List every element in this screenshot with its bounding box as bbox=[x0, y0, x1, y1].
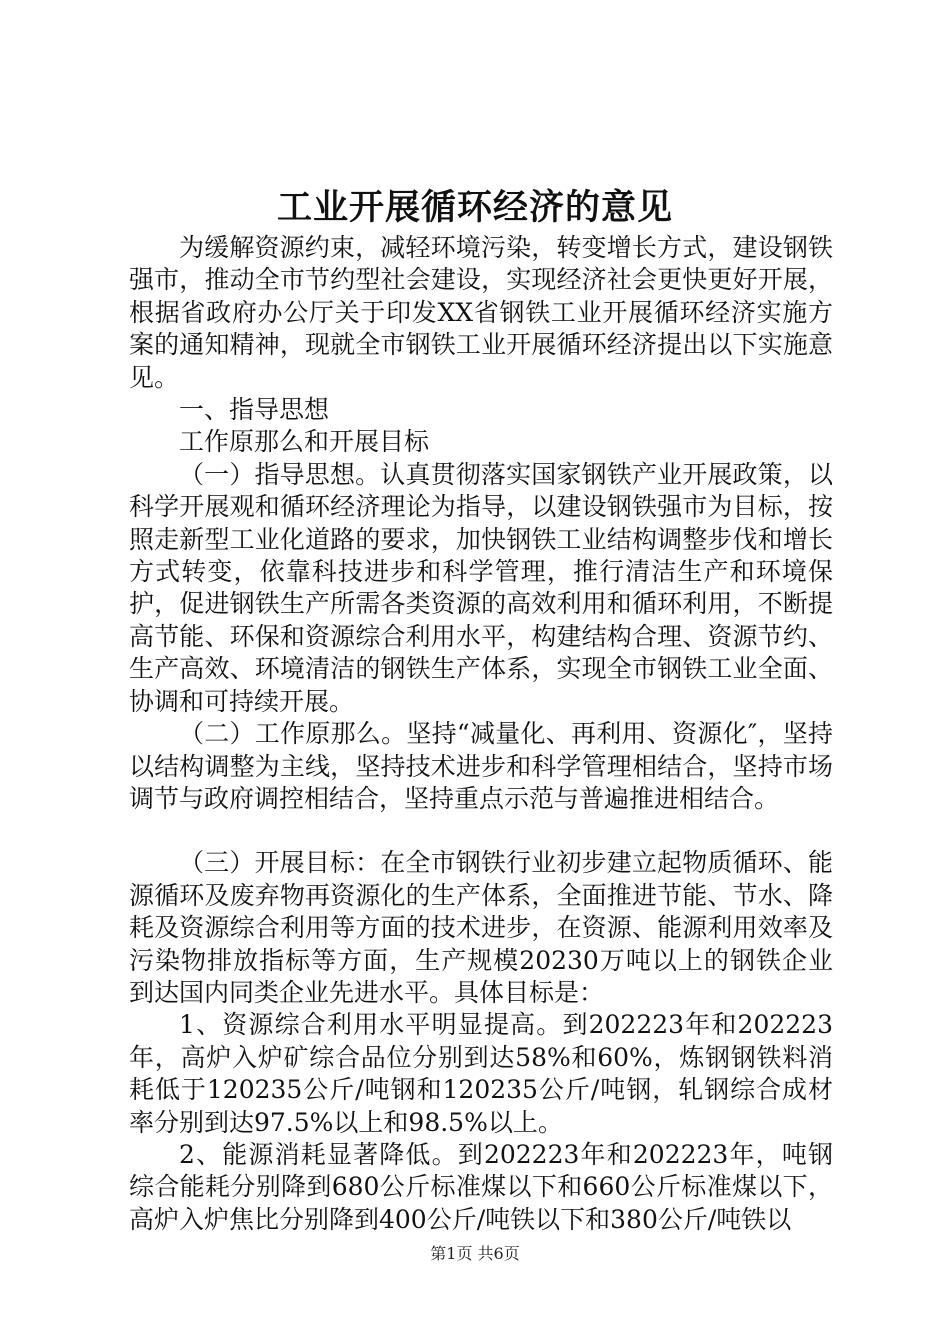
heading-principles-goals: 工作原那么和开展目标 bbox=[179, 427, 430, 457]
page-footer: 第1页 共6页 bbox=[430, 1244, 520, 1263]
document-body bbox=[129, 232, 833, 1236]
paragraph-work-principles: （二）工作原那么。坚持“减量化、再利用、资源化″，坚持以结构调整为主线，坚持技术进步和科学管理相结合，坚持市场调节与政府调控相结合，坚持重点示范与普遍推进相结合。 bbox=[129, 719, 833, 813]
heading-guiding-thought: 一、指导思想 bbox=[179, 395, 330, 425]
paragraph-intro: 为缓解资源约束，减轻环境污染，转变增长方式，建设钢铁强市，推动全市节约型社会建设，实现经济社会更快更好开展，根据省政府办公厅关于印发XX省钢铁工业开展循环经济实施方案的通知精神，现就全市钢铁工业开展循环经济提出以下实施意见。 bbox=[129, 233, 833, 392]
paragraph-spacer bbox=[129, 815, 833, 847]
paragraph-goal-2: 2、能源消耗显著降低。到202223年和202223年，吨钢综合能耗分别降到680公斤标准煤以下和660公斤标准煤以下，高炉入炉焦比分别降到400公斤/吨铁以下和380公斤/吨铁以 bbox=[129, 1139, 833, 1234]
paragraph-development-goals: （三）开展目标：在全市钢铁行业初步建立起物质循环、能源循环及废弃物再资源化的生产体系，全面推进节能、节水、降耗及资源综合利用等方面的技术进步，在资源、能源利用效率及污染物排放指标等方面，生产规模20230万吨以上的钢铁企业到达国内同类企业先进水平。具体目标是： bbox=[129, 848, 833, 1007]
paragraph-guiding-thought: （一）指导思想。认真贯彻落实国家钢铁产业开展政策，以科学开展观和循环经济理论为指导，以建设钢铁强市为目标，按照走新型工业化道路的要求，加快钢铁工业结构调整步伐和增长方式转变，依靠科技进步和科学管理，推行清洁生产和环境保护，促进钢铁生产所需各类资源的高效利用和循环利用，不断提高节能、环保和资源综合利用水平，构建结构合理、资源节约、生产高效、环境清洁的钢铁生产体系，实现全市钢铁工业全面、协调和可持续开展。 bbox=[129, 459, 833, 716]
paragraph-goal-1: 1、资源综合利用水平明显提高。到202223年和202223年，高炉入炉矿综合品位分别到达58%和60%，炼钢钢铁料消耗低于120235公斤/吨钢和120235公斤/吨钢，轧钢综合成材率分别到达97.5%以上和98.5%以上。 bbox=[129, 1010, 833, 1137]
page-title: 工业开展循环经济的意见 bbox=[276, 187, 673, 228]
